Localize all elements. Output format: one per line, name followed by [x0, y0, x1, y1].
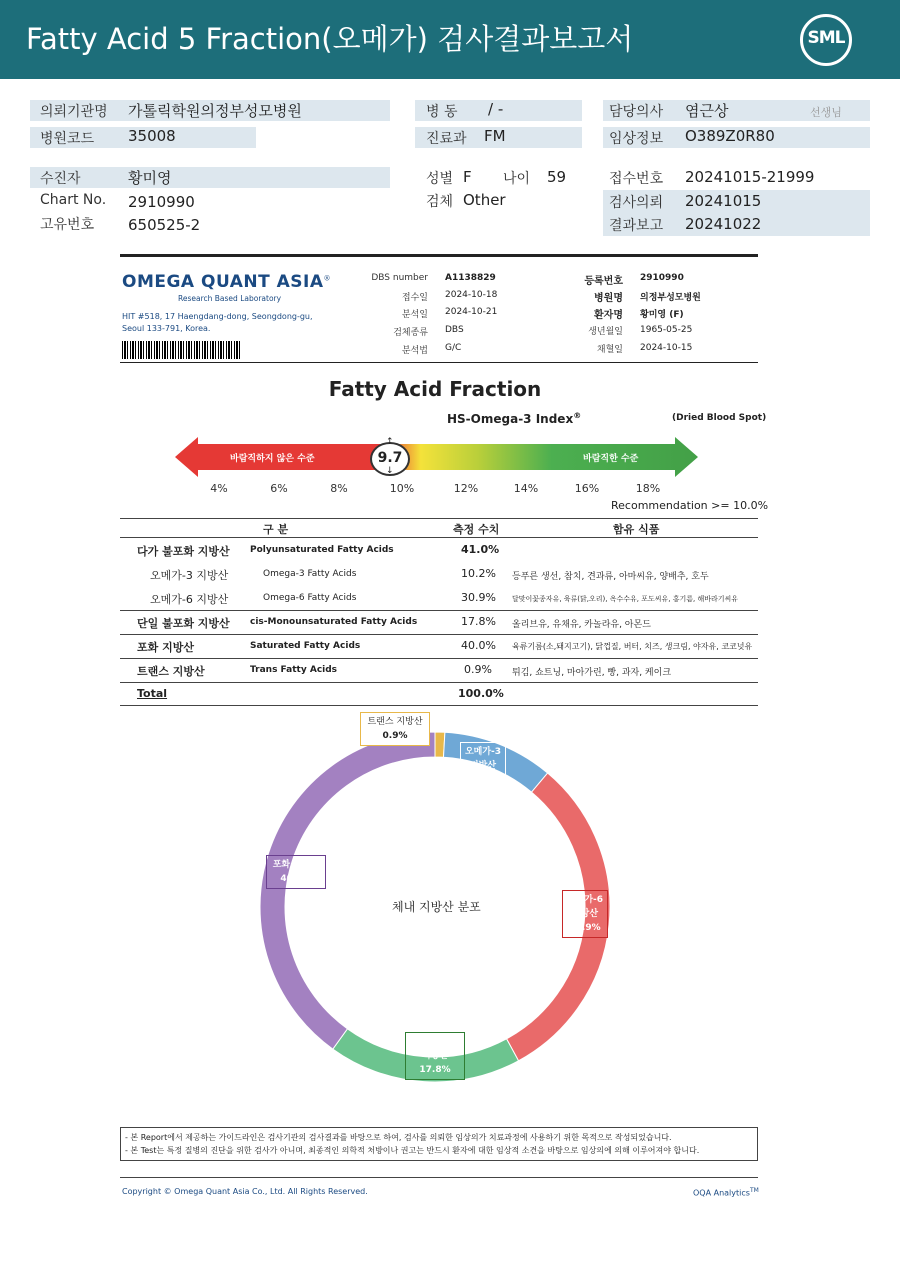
meta-left-value: A1138829 [445, 273, 496, 283]
table-header-line [120, 537, 758, 538]
report-date-label: 결과보고 [609, 218, 664, 234]
disclaimer-box [120, 1127, 758, 1161]
meta-left-label: 분석일 [401, 310, 428, 320]
sml-logo-text: SML [807, 28, 845, 48]
clinical-label: 임상정보 [609, 131, 664, 147]
table-row-line [120, 658, 758, 659]
request-label: 검사의뢰 [609, 195, 664, 211]
header-value: 측정 수치 [453, 523, 500, 536]
total-label: Total [137, 687, 168, 700]
meta-right-value: 의정부성모병원 [640, 293, 701, 303]
row-omega6-kr: 오메가-6 지방산 [150, 593, 229, 606]
row-mufa-food: 올리브유, 유채유, 카놀라유, 아몬드 [512, 620, 651, 630]
copyright: Copyright © Omega Quant Asia Co., Ltd. All Rights Reserved. [122, 1187, 368, 1196]
info-row-bg [30, 167, 390, 188]
gauge-tick-label: 10% [389, 482, 415, 495]
specimen-label: 검체 [426, 194, 454, 210]
table-row-line [120, 634, 758, 635]
row-omega6-value: 30.9% [461, 591, 496, 604]
meta-right-value: 1965-05-25 [640, 325, 693, 335]
meta-right-label: 병원명 [594, 293, 623, 304]
patient-value: 황미영 [128, 169, 172, 187]
ward-value: / - [488, 100, 504, 118]
table-bottom-line [120, 705, 758, 706]
up-arrow-icon: ↑ [386, 437, 394, 447]
meta-left-value: 2024-10-21 [445, 307, 498, 317]
request-value: 20241015 [685, 192, 762, 210]
gauge-value: 9.7 [377, 450, 403, 466]
lab-address-2: Seoul 133-791, Korea. [122, 324, 211, 333]
oqa-analytics: OQA Analytics™ [693, 1187, 759, 1198]
gauge-tick-label: 4% [210, 482, 228, 495]
slice-label-trans: 트랜스 지방산 0.9% [360, 712, 430, 746]
row-mufa-value: 17.8% [461, 615, 496, 628]
sex-value: F [463, 168, 472, 186]
row-pufa-kr: 다가 불포화 지방산 [137, 545, 230, 558]
meta-right-value: 2910990 [640, 273, 684, 283]
fatty-acid-title: Fatty Acid Fraction [328, 377, 542, 401]
row-mufa-kr: 단일 불포화 지방산 [137, 617, 230, 630]
meta-right-label: 채혈일 [596, 345, 623, 355]
lab-sub: Research Based Laboratory [178, 294, 282, 303]
patient-label: 수진자 [40, 171, 81, 187]
lab-address-1: HIT #518, 17 Haengdang-dong, Seongdong-gu, [122, 312, 313, 321]
slice-label-sfa: 포화 지방산 40.0% [266, 855, 326, 889]
row-trans-food: 튀김, 쇼트닝, 마아가린, 빵, 과자, 케이크 [512, 668, 672, 678]
meta-left-value: 2024-10-18 [445, 290, 498, 300]
gauge-tick-label: 16% [574, 482, 600, 495]
total-value: 100.0% [458, 687, 504, 700]
dbs-note: (Dried Blood Spot) [672, 413, 767, 423]
header-category: 구 분 [263, 523, 289, 536]
chart-no-label: Chart No. [40, 192, 107, 208]
meta-right-label: 환자명 [594, 310, 623, 321]
lab-brand: OMEGA QUANT ASIA® [122, 272, 332, 292]
meta-left-label: 분석법 [401, 346, 428, 356]
dept-label: 진료과 [426, 131, 467, 147]
row-trans-kr: 트랜스 지방산 [137, 665, 205, 678]
donut-center-label: 체내 지방산 분포 [392, 900, 481, 914]
meta-right-value: 2024-10-15 [640, 343, 693, 353]
report-divider [120, 362, 758, 363]
gauge-tick-label: 12% [453, 482, 479, 495]
gauge-tick-label: 6% [270, 482, 288, 495]
meta-right-label: 생년월일 [588, 327, 623, 337]
table-row-line [120, 610, 758, 611]
chart-no-value: 2910990 [128, 193, 195, 211]
row-sfa-food: 육류기름(소,돼지고기), 닭껍질, 버터, 치즈, 생크림, 야자유, 코코넛유 [512, 642, 753, 651]
meta-left-label: 검체종류 [393, 328, 428, 338]
sex-label: 성별 [426, 171, 454, 187]
page-title: Fatty Acid 5 Fraction(오메가) 검사결과보고서 [26, 22, 634, 56]
row-sfa-kr: 포화 지방산 [137, 641, 194, 654]
uid-value: 650525-2 [128, 216, 201, 234]
slice-sfa [260, 732, 435, 1049]
down-arrow-icon: ↓ [386, 466, 394, 476]
footer-line [120, 1177, 758, 1178]
disclaimer-line-1: - 본 Report에서 제공하는 가이드라인은 검사기관의 검사결과를 바탕으로 하여, 검사를 의뢰한 임상의가 치료과정에 사용하기 위한 목적으로 작성되었습니다. [125, 1133, 672, 1142]
report-date-value: 20241022 [685, 215, 762, 233]
doctor-value: 염근상 [685, 102, 729, 120]
slice-label-omega3: 오메가-3 지방산 10.2% [460, 742, 506, 790]
gauge-good-label: 바람직한 수준 [583, 454, 639, 464]
row-trans-en: Trans Fatty Acids [250, 665, 338, 675]
institution-value: 가톨릭학원의정부성모병원 [128, 102, 302, 120]
hospital-code-label: 병원코드 [40, 131, 95, 147]
ward-label: 병 동 [426, 104, 458, 120]
clinical-value: O389Z0R80 [685, 127, 775, 145]
gauge-tick-label: 14% [513, 482, 539, 495]
slice-label-mufa: 단일 불포화 지방산 17.8% [405, 1032, 465, 1080]
table-top-line [120, 518, 758, 519]
report-top-line [120, 254, 758, 257]
receipt-label: 접수번호 [609, 171, 664, 187]
row-omega3-en: Omega-3 Fatty Acids [263, 569, 357, 579]
doctor-suffix: 선생님 [810, 106, 842, 119]
meta-left-value: G/C [445, 343, 462, 353]
uid-label: 고유번호 [40, 217, 95, 233]
row-pufa-value: 41.0% [461, 543, 500, 556]
hospital-code-value: 35008 [128, 127, 176, 145]
meta-left-label: DBS number [371, 273, 428, 283]
row-omega6-en: Omega-6 Fatty Acids [263, 593, 357, 603]
row-trans-value: 0.9% [464, 663, 492, 676]
row-omega6-food: 달맞이꽃종자유, 육류(닭,오리), 옥수수유, 포도씨유, 홍기름, 해바라기씨유 [512, 595, 739, 603]
index-subtitle: HS-Omega-3 Index® [447, 411, 582, 426]
age-label: 나이 [503, 171, 531, 187]
dept-value: FM [484, 127, 506, 145]
institution-label: 의뢰기관명 [40, 104, 108, 120]
doctor-label: 담당의사 [609, 104, 664, 120]
disclaimer-line-2: - 본 Test는 특정 질병의 진단을 위한 검사가 아니며, 최종적인 의학적 처방이나 권고는 반드시 환자에 대한 임상적 소견을 바탕으로 임상의에 의해 이루어져야 합니다. [125, 1146, 700, 1155]
meta-left-value: DBS [445, 325, 464, 335]
table-row-line [120, 682, 758, 683]
meta-right-value: 황미영 (F) [640, 310, 684, 320]
barcode-icon [122, 341, 242, 359]
meta-right-label: 등록번호 [584, 276, 623, 287]
header-food: 함유 식품 [613, 523, 660, 536]
row-omega3-food: 등푸른 생선, 참치, 견과류, 아마씨유, 양배추, 호두 [512, 572, 709, 582]
row-omega3-kr: 오메가-3 지방산 [150, 569, 229, 582]
recommendation: Recommendation >= 10.0% [611, 499, 769, 512]
specimen-value: Other [463, 191, 506, 209]
receipt-value: 20241015-21999 [685, 168, 815, 186]
meta-left-label: 접수일 [401, 293, 428, 303]
age-value: 59 [547, 168, 567, 186]
slice-label-omega6: 오메가-6 지방산 30.9% [562, 890, 608, 938]
row-omega3-value: 10.2% [461, 567, 496, 580]
row-sfa-en: Saturated Fatty Acids [250, 641, 361, 651]
gauge-tick-label: 8% [330, 482, 348, 495]
gauge-tick-label: 18% [635, 482, 661, 495]
row-sfa-value: 40.0% [461, 639, 496, 652]
row-pufa-en: Polyunsaturated Fatty Acids [250, 545, 394, 555]
gauge-bad-label: 바람직하지 않은 수준 [230, 454, 315, 464]
row-mufa-en: cis-Monounsaturated Fatty Acids [250, 617, 418, 627]
